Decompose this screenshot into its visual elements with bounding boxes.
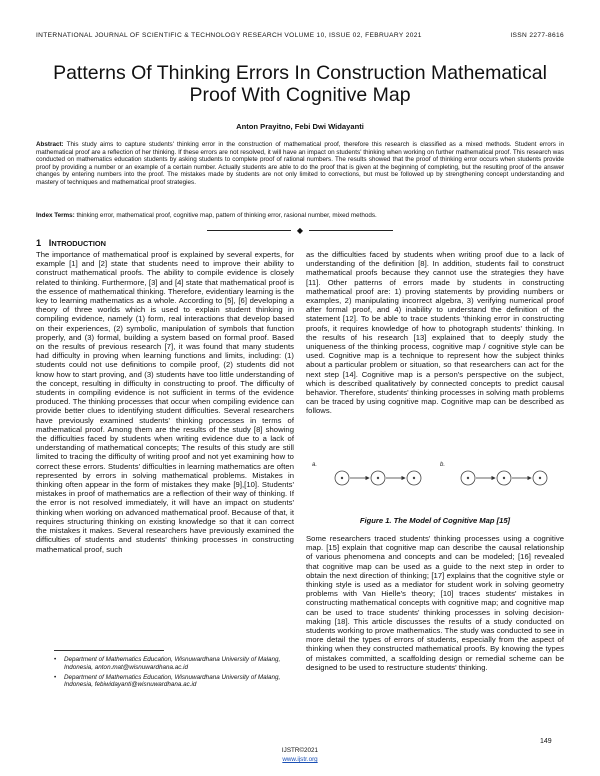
section-number: 1 xyxy=(36,238,42,248)
left-column-text xyxy=(36,250,294,554)
bullet-icon: • xyxy=(54,673,57,681)
paper-title: Patterns Of Thinking Errors In Construction Mathematical Proof With Cognitive Map xyxy=(53,62,547,106)
divider-line-left xyxy=(207,230,291,231)
journal-name: INTERNATIONAL JOURNAL OF SCIENTIFIC & TECHNOLOGY RESEARCH VOLUME 10, ISSUE 02, FEBRUARY 2021 xyxy=(36,32,422,39)
right-column-bottom-text xyxy=(306,534,564,672)
panel-a-label: a. xyxy=(312,462,318,468)
affiliation-item xyxy=(54,656,294,672)
introduction-paragraph-right-bottom: Some researchers traced students' thinking processes using a cognitive map. [15] explain that cognitive map can describe the causal relationship of various phenomena and concepts and can be modeled; [16] revealed that cognitive map can be used as a guide to the next step in order to obtain the next direction of thinking; [17] explains that the cognitive style or thinking style is used as a mediator for student work in solving geometry problems with Van Hielle's theory; [10] traces students' mistakes in constructing mathematical concepts with cognitive map; and cognitive map can be used to trace students' thinking processes in solving decision-making [18]. This article discusses the results of a study conducted on students working to prove mathematics. The study was conducted to see in more detail the types of errors of students, especially from the aspect of thinking when they constructed mathematical proofs. By knowing the types of mistakes committed, a scaffolding design or remedial scheme can be designed to be used to restructure students' thinking. xyxy=(306,534,564,672)
affiliation-text: Department of Mathematics Education, Wisnuwardhana University of Malang, Indonesia, febiwidayanti@wisnuwardhana.ac.id xyxy=(64,673,281,689)
paper-authors: Anton Prayitno, Febi Dwi Widayanti xyxy=(236,122,364,131)
diamond-icon: ◆ xyxy=(296,226,304,236)
abstract-label: Abstract: xyxy=(36,141,64,148)
abstract xyxy=(36,141,564,187)
bullet-icon: • xyxy=(54,656,57,663)
concept-node-center xyxy=(377,477,379,479)
cognitive-map-figure xyxy=(306,454,564,516)
concept-node-center xyxy=(413,477,415,479)
footnote-separator xyxy=(54,650,164,651)
cognitive-map-diagram xyxy=(306,454,564,516)
divider-line-right xyxy=(309,230,393,231)
section-title-rest: NTRODUCTION xyxy=(51,239,106,248)
concept-node-center xyxy=(503,477,505,479)
journal-url-link[interactable]: www.ijstr.org xyxy=(282,756,318,763)
figure-caption: Figure 1. The Model of Cognitive Map [15] xyxy=(359,516,511,525)
page-number: 149 xyxy=(540,738,552,745)
abstract-text: This study aims to capture students' thinking error in the construction of mathematical proof, therefore this research is classified as a mixed methods. Student errors in mathematical proof are a reflection of her thinking. If these errors are not resolved, it will have an impact on students' thinking when working on further mathematical proof. This research was conducted on mathematics education students by asking students to complete proof of rational numbers. The results showed that the proof of thinking error occurs when students provide proof by providing a number or an example of a certain number. Actually students are able to do the proof that is given at the beginning of completing, but the resulting proof of the answer changes by entering numbers into the proof. The mistakes made by students are not only limited to corrections, but must be followed up by strengthening concept understanding and mastery of techniques and mathematical proof strategies. xyxy=(36,141,564,186)
journal-issn: ISSN 2277-8616 xyxy=(510,32,564,39)
concept-node-center xyxy=(467,477,469,479)
section-heading xyxy=(36,238,296,248)
introduction-paragraph-right-top: as the difficulties faced by students when writing proof due to a lack of understanding of the definition [8]. In addition, students fail to construct mathematical proofs because they cannot use the strategies they have [11]. Other patterns of errors made by students in constructing mathematical proof are: 1) proving statements by providing numbers or examples, 2) manipulating incorrect algebra, 3) verifying numerical proof after formal proof, and 4) inability to understand the definition of the statement [12]. To be able to trace students 'thinking error in constructing proofs, it requires knowledge of how to photograph students' thinking. In the results of his research [13] explained that to deeply study the uniqueness of the thinking process, cognitive map / cognitive style can be used. Cognitive map is a technique to represent how the subject thinks about a particular problem or situation, so that researchers can act for the next step [14]. Cognitive map is a person's perspective on the subject, which is described qualitatively by connected concepts to predict causal behavior. Therefore, students' thinking processes in solving math problems can be traced by using cognitive map. Cognitive map can be described as follows. xyxy=(306,250,564,416)
affiliation-item xyxy=(54,674,294,690)
concept-node-center xyxy=(341,477,343,479)
section-initial: I xyxy=(48,238,52,248)
index-terms-label: Index Terms: xyxy=(36,212,75,219)
running-header xyxy=(36,32,564,39)
author-affiliations xyxy=(54,656,294,691)
introduction-paragraph-left: The importance of mathematical proof is explained by several experts, for example [1] and [2] state that students need to improve their ability to construct mathematical proofs. The ability to compile evidence is closely related to thinking. Furthermore, [3] and [4] state that mathematical proof is the essence of mathematical thinking. Therefore, evidentiary learning is the key to learning mathematics as a whole. According to [5], [6] developing a theory of three worlds which is used to explain student thinking in compiling evidence, namely (1) form, real interactions that develop based on their experiences, (2) symbolic, manipulation of symbols that function properly, and (3) formal, building a system based on formal proof. Based on the results of previous research [7], it was found that many students had difficulty in proving when learning functions and limits, including: (1) students could not use definitions to compile proof, (2) students did not know how to start proving, and (3) students have too little understanding of the concept, resulting in difficulty in constructing to proof. The difficulty of students in compiling evidence is not sufficient in terms of the evidence produced. The thinking processes that occur when compiling evidence can provide better clues to identifying student difficulties. Several researchers have previously examined students' thinking processes in terms of mathematical proof. Among them are the results of the study [8] showing the difficulties faced by students when writing evidence due to a lack of understanding of mathematical concepts; The results of this study are still limited to tracing the difficulty of writing proof and not yet examining how to correct these errors. Students' difficulties in learning mathematics are often represented by errors in solving mathematical problems. Mistakes in thinking often appear in the form of mistakes they make [9],[10]. Students' mistakes in proof of mathematics are a reflection of their way of thinking. If the error is not resolved immediately, it will have an impact on students' thinking when working on advanced mathematical proof. Because of that, it requires structuring thinking on existing knowledge so that it can correct the mistakes it makes. Several researchers have previously examined the difficulties of students and students' thinking processes in constructing mathematical proof, such xyxy=(36,250,294,554)
index-terms-text: thinking error, mathematical proof, cognitive map, pattern of thinking error, rasional number, mixed methods. xyxy=(74,212,377,219)
panel-b-label: b. xyxy=(440,462,446,468)
footer-copyright: IJSTR©2021 xyxy=(281,747,319,754)
index-terms xyxy=(36,212,564,220)
section-divider xyxy=(200,226,400,235)
affiliation-text: Department of Mathematics Education, Wisnuwardhana University of Malang, Indonesia, anton.mat@wisnuwardhana.ac.id xyxy=(64,656,281,671)
concept-node-center xyxy=(539,477,541,479)
right-column-top-text xyxy=(306,250,564,416)
